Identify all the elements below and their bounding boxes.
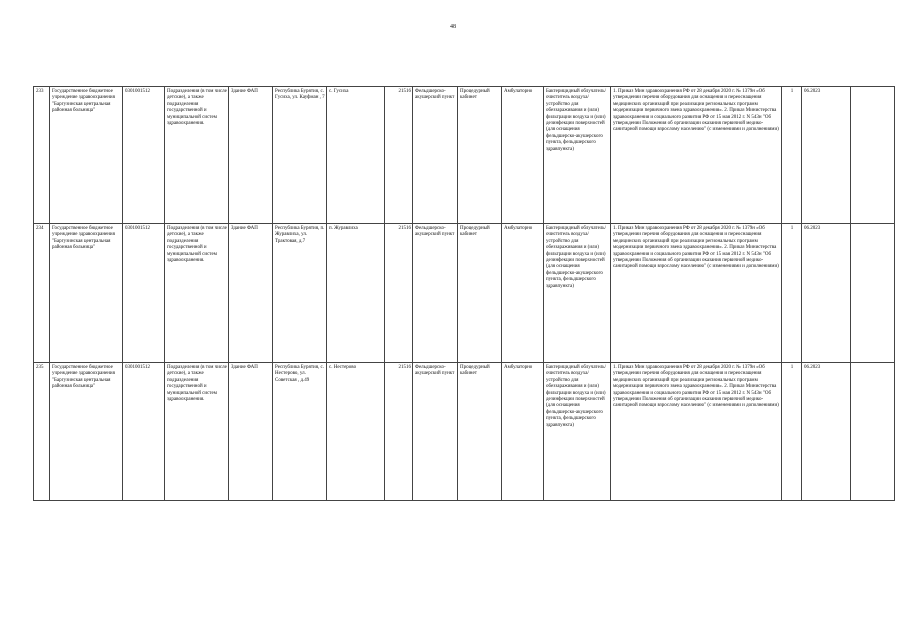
institution-cell: Государственное бюджетное учреждение здравоохранения "Баргузинская центральная районная больница" — [50, 224, 123, 363]
building-cell: Здание ФАП — [229, 363, 273, 501]
care-type-cell: Амбулаторно — [502, 363, 544, 501]
okpo-cell: 0301001512 — [123, 87, 165, 224]
unit-cell: Подразделения (в том числе детские), а также подразделения государственной и муниципальной систем здравоохранения. — [165, 224, 229, 363]
row-number: 233 — [34, 87, 50, 224]
care-type-cell: Амбулаторно — [502, 87, 544, 224]
device-cell: Бактерицидный облучатель/очиститель воздуха/устройство для обеззараживания и (или) фильтрации воздуха и (или) дезинфекции поверхностей (для оснащения фельдшерско-акушерского пункта, фельдшерского здравпункта) — [544, 224, 611, 363]
device-cell: Бактерицидный облучатель/очиститель воздуха/устройство для обеззараживания и (или) фильтрации воздуха и (или) дезинфекции поверхностей (для оснащения фельдшерско-акушерского пункта, фельдшерского здравпункта) — [544, 87, 611, 224]
room-cell: Процедурный кабинет — [458, 87, 502, 224]
table-row — [34, 363, 895, 501]
quantity-cell: 1 — [782, 87, 802, 224]
facility-cell: Фельдшерско-акушерский пункт — [413, 224, 458, 363]
institution-cell: Государственное бюджетное учреждение здравоохранения "Баргузинская центральная районная больница" — [50, 363, 123, 501]
device-cell: Бактерицидный облучатель/очиститель воздуха/устройство для обеззараживания и (или) фильтрации воздуха и (или) дезинфекции поверхностей (для оснащения фельдшерско-акушерского пункта, фельдшерского здравпункта) — [544, 363, 611, 501]
building-cell: Здание ФАП — [229, 87, 273, 224]
institution-cell: Государственное бюджетное учреждение здравоохранения "Баргузинская центральная районная больница" — [50, 87, 123, 224]
empty-cell — [851, 363, 895, 501]
settlement-cell: с. Нестерово — [327, 363, 385, 501]
facility-cell: Фельдшерско-акушерский пункт — [413, 87, 458, 224]
table-row — [34, 224, 895, 363]
code-cell: 21516 — [385, 224, 413, 363]
legal-basis-cell: 1. Приказ Мин здравоохранения РФ от 28 декабря 2020 г. № 1379н «Об утверждении перечня оборудования для оснащения и переоснащения медицинских организаций при реализации региональных программ модернизации первичного звена здравоохранения». 2. Приказ Министерства здравоохранения и социального развития РФ от 15 мая 2012 г. N 543н "Об утверждении Положения об организации оказания первичной медико-санитарной помощи взрослому населению" (с изменениями и дополнениями) — [611, 87, 782, 224]
settlement-cell: п. Журавлиха — [327, 224, 385, 363]
unit-cell: Подразделения (в том числе детские), а также подразделения государственной и муниципальной систем здравоохранения. — [165, 363, 229, 501]
row-number: 235 — [34, 363, 50, 501]
equipment-table — [33, 86, 895, 501]
address-cell: Республика Бурятия, с. Нестерово, ул. Советская , д.49 — [273, 363, 327, 501]
building-cell: Здание ФАП — [229, 224, 273, 363]
code-cell: 21516 — [385, 87, 413, 224]
care-type-cell: Амбулаторно — [502, 224, 544, 363]
okpo-cell: 0301001512 — [123, 363, 165, 501]
address-cell: Республика Бурятия, с. Гусиха, ул. Кауфман , 7 — [273, 87, 327, 224]
quantity-cell: 1 — [782, 363, 802, 501]
legal-basis-cell: 1. Приказ Мин здравоохранения РФ от 28 декабря 2020 г. № 1379н «Об утверждении перечня оборудования для оснащения и переоснащения медицинских организаций при реализации региональных программ модернизации первичного звена здравоохранения». 2. Приказ Министерства здравоохранения и социального развития РФ от 15 мая 2012 г. N 543н "Об утверждении Положения об организации оказания первичной медико-санитарной помощи взрослому населению" (с изменениями и дополнениями) — [611, 363, 782, 501]
row-number: 234 — [34, 224, 50, 363]
code-cell: 21516 — [385, 363, 413, 501]
unit-cell: Подразделения (в том числе детские), а также подразделения государственной и муниципальной систем здравоохранения. — [165, 87, 229, 224]
okpo-cell: 0301001512 — [123, 224, 165, 363]
date-cell: 06.2023 — [802, 363, 851, 501]
empty-cell — [851, 87, 895, 224]
settlement-cell: с. Гусиха — [327, 87, 385, 224]
facility-cell: Фельдшерско-акушерский пункт — [413, 363, 458, 501]
room-cell: Процедурный кабинет — [458, 363, 502, 501]
address-cell: Республика Бурятия, п. Журавлиха, ул. Трактовая, д.7 — [273, 224, 327, 363]
date-cell: 06.2023 — [802, 224, 851, 363]
empty-cell — [851, 224, 895, 363]
room-cell: Процедурный кабинет — [458, 224, 502, 363]
legal-basis-cell: 1. Приказ Мин здравоохранения РФ от 28 декабря 2020 г. № 1379н «Об утверждении перечня оборудования для оснащения и переоснащения медицинских организаций при реализации региональных программ модернизации первичного звена здравоохранения». 2. Приказ Министерства здравоохранения и социального развития РФ от 15 мая 2012 г. N 543н "Об утверждении Положения об организации оказания первичной медико-санитарной помощи взрослому населению" (с изменениями и дополнениями) — [611, 224, 782, 363]
date-cell: 06.2023 — [802, 87, 851, 224]
page-number: 48 — [450, 24, 456, 30]
table-row — [34, 87, 895, 224]
quantity-cell: 1 — [782, 224, 802, 363]
